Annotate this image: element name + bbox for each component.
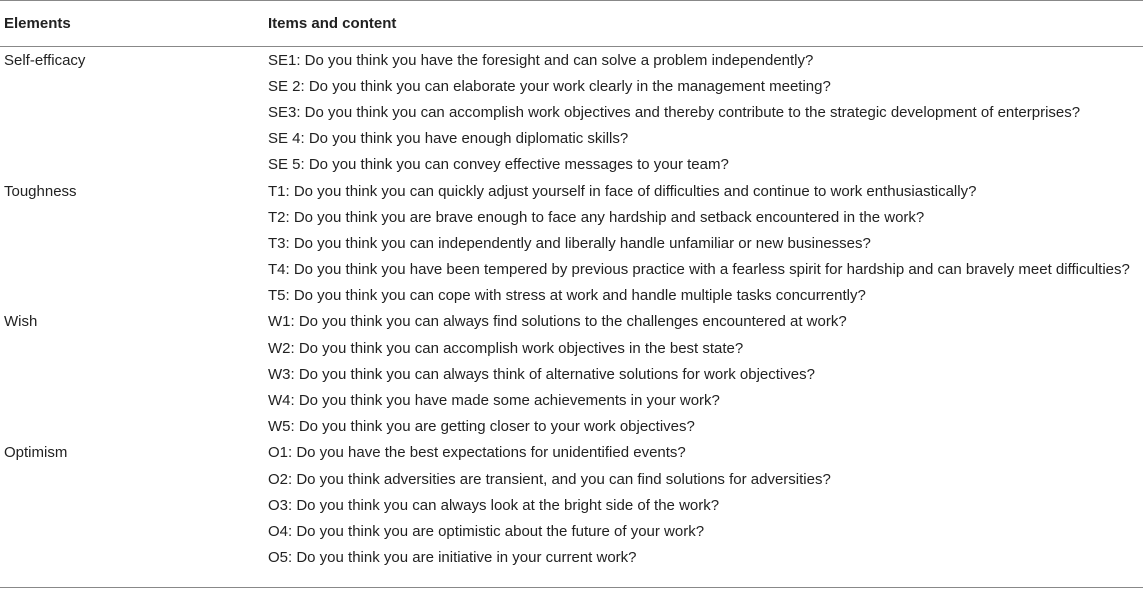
item-cell: O2: Do you think adversities are transient, and you can find solutions for adversities? [268, 470, 831, 488]
item-cell: SE 2: Do you think you can elaborate your work clearly in the management meeting? [268, 77, 831, 95]
table-row [0, 492, 1143, 518]
table-row [0, 440, 1143, 466]
element-cell [0, 361, 265, 387]
table-row [0, 178, 1143, 204]
element-cell [0, 335, 265, 361]
element-cell [0, 283, 265, 309]
table-row [0, 387, 1143, 413]
item-cell: SE1: Do you think you have the foresight and can solve a problem independently? [268, 51, 814, 69]
item-cell: SE3: Do you think you can accomplish work objectives and thereby contribute to the strategic development of enterprises? [268, 103, 1081, 121]
item-cell: T5: Do you think you can cope with stress at work and handle multiple tasks concurrently? [268, 287, 866, 305]
table-body [0, 47, 1143, 571]
element-cell: Toughness [4, 182, 77, 200]
item-cell: W4: Do you think you have made some achievements in your work? [268, 392, 720, 410]
element-cell [0, 204, 265, 230]
element-cell [0, 492, 265, 518]
item-cell: W2: Do you think you can accomplish work objectives in the best state? [268, 339, 744, 357]
table-row [0, 335, 1143, 361]
element-cell [0, 466, 265, 492]
element-cell [0, 387, 265, 413]
column-header-elements: Elements [0, 1, 265, 47]
table-row [0, 466, 1143, 492]
element-cell [0, 126, 265, 152]
item-cell: W5: Do you think you are getting closer to your work objectives? [268, 418, 695, 436]
element-cell [0, 545, 265, 571]
table-row [0, 414, 1143, 440]
item-cell: O1: Do you have the best expectations for unidentified events? [268, 444, 686, 462]
table-row [0, 47, 1143, 74]
element-cell [0, 518, 265, 544]
table-row [0, 73, 1143, 99]
item-cell: SE 5: Do you think you can convey effective messages to your team? [268, 156, 729, 174]
table-row [0, 230, 1143, 256]
item-cell: T3: Do you think you can independently and liberally handle unfamiliar or new businesses? [268, 234, 871, 252]
table-row [0, 257, 1143, 283]
table-row [0, 152, 1143, 178]
table-row [0, 361, 1143, 387]
table-row [0, 99, 1143, 125]
element-cell [0, 230, 265, 256]
item-cell: O3: Do you think you can always look at the bright side of the work? [268, 496, 720, 514]
item-cell: O4: Do you think you are optimistic about the future of your work? [268, 522, 705, 540]
table-header [0, 1, 1143, 47]
item-cell: O5: Do you think you are initiative in your current work? [268, 549, 637, 567]
item-cell: W3: Do you think you can always think of alternative solutions for work objectives? [268, 365, 815, 383]
element-cell: Optimism [4, 444, 68, 462]
table-row [0, 283, 1143, 309]
element-cell [0, 257, 265, 283]
element-cell: Self-efficacy [4, 51, 86, 69]
table-row [0, 518, 1143, 544]
item-cell: T2: Do you think you are brave enough to face any hardship and setback encountered in the work? [268, 208, 925, 226]
item-cell: T4: Do you think you have been tempered by previous practice with a fearless spirit for hardship and can bravely meet difficulties? [268, 261, 1130, 279]
element-cell: Wish [4, 313, 38, 331]
table-row [0, 204, 1143, 230]
element-cell [0, 99, 265, 125]
header-row [0, 1, 1143, 47]
table-row [0, 309, 1143, 335]
element-cell [0, 414, 265, 440]
table-row [0, 126, 1143, 152]
element-cell [0, 152, 265, 178]
item-cell: W1: Do you think you can always find solutions to the challenges encountered at work? [268, 313, 847, 331]
item-cell: SE 4: Do you think you have enough diplomatic skills? [268, 130, 629, 148]
table-bottom-rule [0, 587, 1143, 588]
element-cell [0, 73, 265, 99]
item-cell: T1: Do you think you can quickly adjust yourself in face of difficulties and continue to work enthusiastically? [268, 182, 977, 200]
column-header-items: Items and content [265, 1, 1143, 47]
table-row [0, 545, 1143, 571]
